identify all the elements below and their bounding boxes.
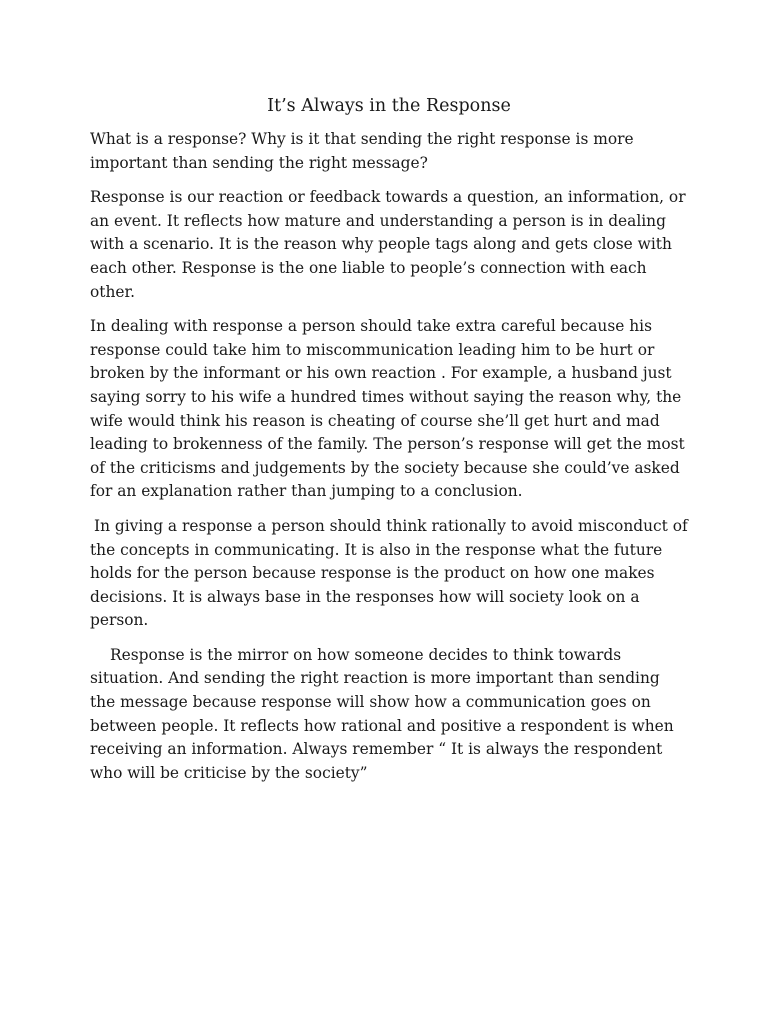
- document-title: It’s Always in the Response: [267, 96, 511, 116]
- paragraph-dealing-with-response: In dealing with response a person should take extra careful because his response could take him to miscommunication leading him to be hurt or broken by the informant or his own reaction . For example, a husband just saying sorry to his wife a hundred times without saying the reason why, the wife would think his reason is cheating of course she’ll get hurt and mad leading to brokenness of the family. The person’s response will get the most of the criticisms and judgements by the society because she could’ve asked for an explanation rather than jumping to a conclusion.: [90, 317, 685, 501]
- paragraph-definition: Response is our reaction or feedback towards a question, an information, or an event. It reflects how mature and understanding a person is in dealing with a scenario. It is the reason why people tags along and gets close with each other. Response is the one liable to people’s connection with each other.: [90, 188, 686, 301]
- paragraph-conclusion: Response is the mirror on how someone decides to think towards situation. And sending the right reaction is more important than sending the message because response will show how a communication goes on between people. It reflects how rational and positive a respondent is when receiving an information. Always remember “ It is always the respondent who will be criticise by the society”: [90, 645, 674, 782]
- document-page: [90, 94, 688, 796]
- paragraph-intro-question: What is a response? Why is it that sending the right response is more important than sending the right message?: [90, 130, 634, 172]
- paragraph-giving-response: In giving a response a person should think rationally to avoid misconduct of the concepts in communicating. It is also in the response what the future holds for the person because response is the product on how one makes decisions. It is always base in the responses how will society look on a person.: [90, 516, 688, 630]
